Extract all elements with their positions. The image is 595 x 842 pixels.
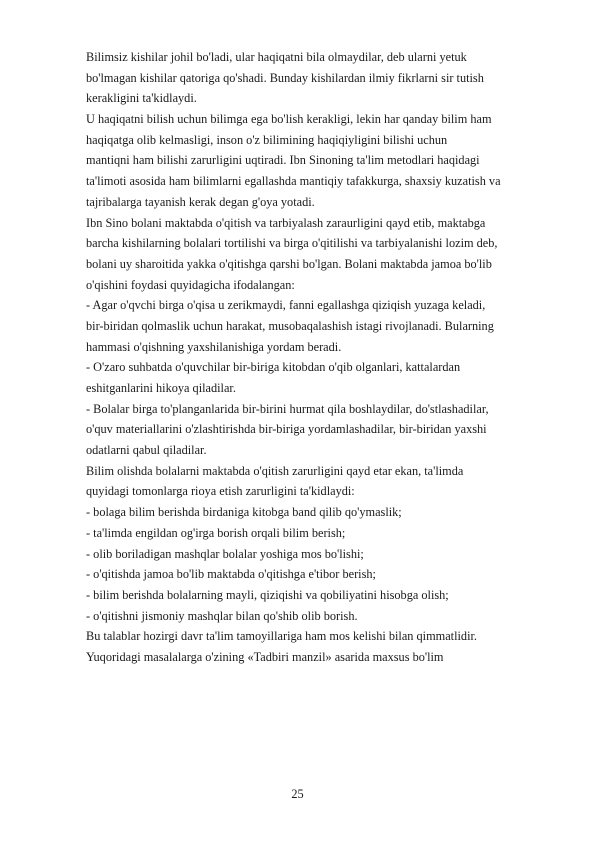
body-text <box>86 47 566 668</box>
text-line: - O'zaro suhbatda o'quvchilar bir-biriga kitobdan o'qib olganlari, kattalardan <box>86 360 461 375</box>
text-line: bir-biridan qolmaslik uchun harakat, musobaqalashish istagi rivojlanadi. Bularning <box>86 318 494 333</box>
text-line: U haqiqatni bilish uchun bilimga ega bo'lish kerakligi, lekin har qanday bilim ham <box>86 112 492 127</box>
text-line: - Agar o'qvchi birga o'qisa u zerikmaydi, fanni egallashga qiziqish yuzaga keladi, <box>86 298 486 313</box>
text-line: - o'qitishni jismoniy mashqlar bilan qo'shib olib borish. <box>86 608 358 623</box>
text-line: odatlarni qabul qiladilar. <box>86 443 207 458</box>
text-line: Bu talablar hozirgi davr ta'lim tamoyillariga ham mos kelishi bilan qimmatlidir. <box>86 629 477 644</box>
text-line: Bilim olishda bolalarni maktabda o'qitish zarurligini qayd etar ekan, ta'limda <box>86 463 464 478</box>
text-line: tajribalarga tayanish kerak degan g'oya yotadi. <box>86 194 315 209</box>
text-line: mantiqni ham bilishi zarurligini uqtiradi. Ibn Sinoning ta'lim metodlari haqidagi <box>86 153 480 168</box>
text-line: barcha kishilarning bolalari tortilishi va birga o'qitilishi va tarbiyalanishi lozim deb, <box>86 236 498 251</box>
text-line: - o'qitishda jamoa bo'lib maktabda o'qitishga e'tibor berish; <box>86 567 376 582</box>
text-line: o'quv materiallarini o'zlashtirishda bir-biriga yordamlashadilar, bir-biridan yaxshi <box>86 422 487 437</box>
text-line: bo'lmagan kishilar qatoriga qo'shadi. Bunday kishilardan ilmiy fikrlarni sir tutish <box>86 70 484 85</box>
text-line: - ta'limda engildan og'irga borish orqali bilim berish; <box>86 525 346 540</box>
text-line: Bilimsiz kishilar johil bo'ladi, ular haqiqatni bila olmaydilar, deb ularni yetuk <box>86 50 467 64</box>
text-line: haqiqatga olib kelmasligi, inson o'z bilimining haqiqiyligini bilishi uchun <box>86 132 448 147</box>
text-line: hammasi o'qishning yaxshilanishiga yordam beradi. <box>86 339 342 354</box>
text-line: - bilim berishda bolalarning mayli, qiziqishi va qobiliyatini hisobga olish; <box>86 587 449 602</box>
text-line: bolani uy sharoitida yakka o'qitishga qarshi bo'lgan. Bolani maktabda jamoa bo'lib <box>86 256 492 271</box>
text-line: - Bolalar birga to'planganlarida bir-birini hurmat qila boshlaydilar, do'stlashadilar, <box>86 401 489 416</box>
text-line: Yuqoridagi masalalarga o'zining «Tadbiri manzil» asarida maxsus bo'lim <box>86 649 444 664</box>
text-line: - olib boriladigan mashqlar bolalar yoshiga mos bo'lishi; <box>86 546 364 561</box>
text-line: - bolaga bilim berishda birdaniga kitobga band qilib qo'ymaslik; <box>86 505 402 520</box>
text-line: kerakligini ta'kidlaydi. <box>86 91 197 106</box>
text-line: o'qishini foydasi quyidagicha ifodalangan: <box>86 277 295 292</box>
text-line: Ibn Sino bolani maktabda o'qitish va tarbiyalash zaraurligini qayd etib, maktabga <box>86 215 486 230</box>
page-number: 25 <box>291 787 304 801</box>
text-line: eshitganlarini hikoya qiladilar. <box>86 381 236 395</box>
text-line: quyidagi tomonlarga rioya etish zarurligini ta'kidlaydi: <box>86 484 355 499</box>
text-line: ta'limoti asosida ham bilimlarni egallashda mantiqiy tafakkurga, shaxsiy kuzatish va <box>86 174 501 189</box>
